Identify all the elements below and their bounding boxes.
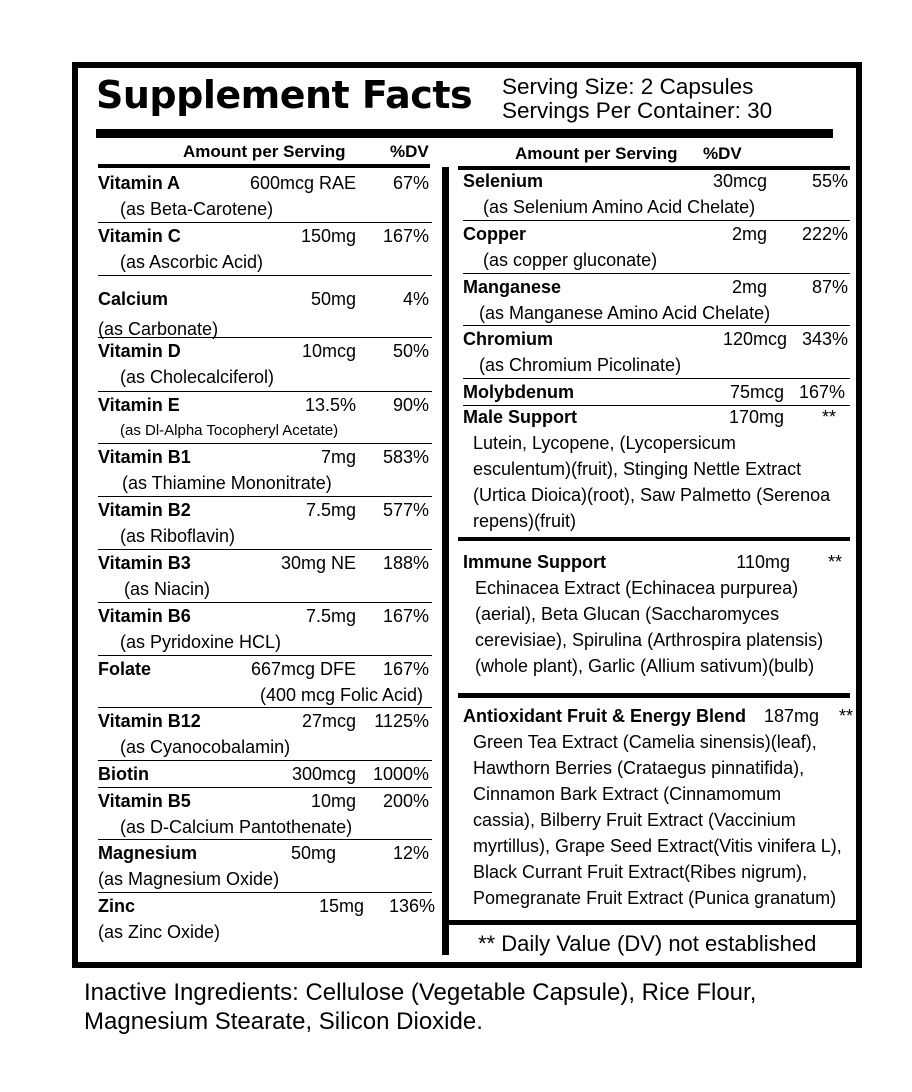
servings-per-container: Servings Per Container: 30 xyxy=(502,98,773,123)
nutrient-row xyxy=(98,788,432,840)
nutrient-name: Vitamin B6 xyxy=(98,606,191,626)
nutrient-source: (as Thiamine Mononitrate) xyxy=(122,473,332,493)
nutrient-source: (as Chromium Picolinate) xyxy=(479,355,682,375)
nutrient-dv: 167% xyxy=(382,606,429,626)
nutrient-name: Manganese xyxy=(463,277,562,297)
nutrient-row xyxy=(98,170,432,223)
blend-line: (aerial), Beta Glucan (Saccharomyces xyxy=(475,604,780,624)
blend-amount: 110mg xyxy=(736,552,790,572)
nutrient-row xyxy=(98,223,432,276)
nutrient-name: Vitamin A xyxy=(98,173,181,193)
title-rule xyxy=(96,129,833,138)
blend-line: Black Currant Fruit Extract(Ribes nigrum), xyxy=(473,862,808,882)
blend-name: Male Support xyxy=(463,407,578,427)
nutrient-row xyxy=(98,708,432,761)
nutrient-source: (as D-Calcium Pantothenate) xyxy=(120,817,353,837)
nutrient-source: (as Carbonate) xyxy=(98,319,219,339)
blend-antioxidant xyxy=(463,703,853,911)
nutrient-amount: 7.5mg xyxy=(305,606,356,626)
nutrient-amount: 15mg xyxy=(318,896,364,916)
blend-line: Pomegranate Fruit Extract (Punica granatum) xyxy=(473,888,837,908)
nutrient-amount: 27mcg xyxy=(301,711,356,731)
nutrient-name: Vitamin E xyxy=(98,395,180,415)
blend-line: Echinacea Extract (Echinacea purpurea) xyxy=(475,578,799,598)
nutrient-dv: 167% xyxy=(382,659,429,679)
nutrient-dv: 167% xyxy=(382,226,429,246)
nutrient-amount: 120mcg xyxy=(722,329,787,349)
blend-line: cassia), Bilberry Fruit Extract (Vaccinium xyxy=(473,810,796,830)
serving-size: Serving Size: 2 Capsules xyxy=(502,74,754,99)
blend-line: Green Tea Extract (Camelia sinensis)(leaf), xyxy=(473,732,817,752)
blend-ingredients xyxy=(463,729,853,911)
nutrient-name: Magnesium xyxy=(98,843,198,863)
nutrient-row xyxy=(98,761,432,788)
nutrient-name: Biotin xyxy=(98,764,149,784)
nutrient-dv: 1125% xyxy=(374,711,429,731)
nutrient-source: (as Selenium Amino Acid Chelate) xyxy=(483,197,756,217)
nutrient-source: (as Cholecalciferol) xyxy=(120,367,275,387)
nutrient-source: (as Ascorbic Acid) xyxy=(120,252,264,272)
nutrient-source: (as copper gluconate) xyxy=(483,250,658,270)
nutrient-source: (as Riboflavin) xyxy=(120,526,236,546)
blend-line: (Urtica Dioica)(root), Saw Palmetto (Serenoa xyxy=(473,485,831,505)
blend-dv: ** xyxy=(827,552,842,572)
blend-ingredients xyxy=(463,430,850,534)
nutrient-name: Chromium xyxy=(463,329,553,349)
nutrient-source: (as Dl-Alpha Tocopheryl Acetate) xyxy=(120,422,339,439)
right-amount-header: Amount per Serving xyxy=(515,144,678,163)
nutrient-amount: 50mg xyxy=(290,843,336,863)
blend-line: Lutein, Lycopene, (Lycopersicum xyxy=(473,433,736,453)
nutrient-row xyxy=(98,893,435,945)
left-amount-header: Amount per Serving xyxy=(183,142,346,161)
nutrient-source: (as Cyanocobalamin) xyxy=(120,737,291,757)
nutrient-name: Vitamin B2 xyxy=(98,500,191,520)
right-dv-header: %DV xyxy=(703,144,742,163)
blend-amount: 170mg xyxy=(728,407,784,427)
nutrient-name: Zinc xyxy=(98,896,136,916)
nutrient-name: Folate xyxy=(98,659,152,679)
nutrient-amount: 2mg xyxy=(731,277,767,297)
nutrient-amount: 30mg NE xyxy=(280,553,356,573)
nutrient-dv: 67% xyxy=(392,173,429,193)
nutrient-name: Vitamin B3 xyxy=(98,553,191,573)
nutrient-amount: 300mcg xyxy=(291,764,356,784)
inactive-line: Magnesium Stearate, Silicon Dioxide. xyxy=(84,1008,483,1035)
nutrient-dv: 167% xyxy=(798,382,845,402)
blend-line: cerevisiae), Spirulina (Arthrospira platensis) xyxy=(475,630,824,650)
inactive-ingredients xyxy=(84,978,756,1036)
nutrient-row xyxy=(463,221,850,274)
blend-line: esculentum)(fruit), Stinging Nettle Extract xyxy=(473,459,802,479)
nutrient-name: Vitamin B12 xyxy=(98,711,201,731)
blend-male-support xyxy=(463,404,850,534)
nutrient-amount: 7mg xyxy=(320,447,356,467)
nutrient-source: (as Beta-Carotene) xyxy=(120,199,274,219)
nutrient-name: Vitamin B1 xyxy=(98,447,191,467)
nutrient-source: (as Niacin) xyxy=(124,579,211,599)
nutrient-row xyxy=(463,379,850,406)
blend-ingredients xyxy=(463,575,850,679)
blend-dv: ** xyxy=(821,407,836,427)
nutrient-dv: 583% xyxy=(382,447,429,467)
nutrient-amount: 667mcg DFE xyxy=(250,659,356,679)
nutrient-dv: 136% xyxy=(388,896,435,916)
blend-line: repens)(fruit) xyxy=(473,511,577,531)
nutrient-dv: 343% xyxy=(801,329,848,349)
nutrient-amount: 600mcg RAE xyxy=(249,173,356,193)
nutrient-row xyxy=(463,168,850,221)
nutrient-amount: 13.5% xyxy=(304,395,356,415)
blend-line: (whole plant), Garlic (Allium sativum)(bulb) xyxy=(475,656,815,676)
section-rule xyxy=(458,537,850,541)
blend-line: Cinnamon Bark Extract (Cinnamomum xyxy=(473,784,782,804)
panel-title: Supplement Facts xyxy=(96,73,473,117)
nutrient-name: Copper xyxy=(463,224,526,244)
nutrient-dv: 222% xyxy=(801,224,848,244)
nutrient-dv: 12% xyxy=(392,843,429,863)
nutrient-source: (as Zinc Oxide) xyxy=(98,922,221,942)
nutrient-name: Selenium xyxy=(463,171,544,191)
nutrient-row xyxy=(98,550,432,603)
nutrient-row xyxy=(98,497,432,550)
nutrient-name: Vitamin C xyxy=(98,226,181,246)
serving-info xyxy=(502,75,772,123)
nutrient-amount: 75mcg xyxy=(729,382,784,402)
nutrient-dv: 200% xyxy=(382,791,429,811)
blend-dv: ** xyxy=(838,706,853,726)
nutrient-row xyxy=(98,276,432,338)
blend-immune-support xyxy=(463,549,850,679)
nutrient-dv: 188% xyxy=(382,553,429,573)
nutrient-dv: 4% xyxy=(402,289,429,309)
nutrient-row xyxy=(98,656,432,708)
blend-name: Immune Support xyxy=(463,552,606,572)
nutrient-source: (as Pyridoxine HCL) xyxy=(120,632,282,652)
nutrient-row xyxy=(463,274,850,326)
nutrient-amount: 50mg xyxy=(310,289,356,309)
nutrient-dv: 577% xyxy=(382,500,429,520)
nutrient-name: Vitamin D xyxy=(98,341,181,361)
nutrient-row xyxy=(98,444,432,497)
nutrient-name: Molybdenum xyxy=(463,382,574,402)
blend-amount: 187mg xyxy=(763,706,819,726)
left-header-rule xyxy=(98,164,430,168)
nutrient-dv: 1000% xyxy=(372,764,429,784)
nutrient-amount: 7.5mg xyxy=(305,500,356,520)
nutrient-row xyxy=(98,338,432,392)
nutrient-source: (as Magnesium Oxide) xyxy=(98,869,280,889)
blend-name: Antioxidant Fruit & Energy Blend xyxy=(463,706,747,726)
nutrient-amount: 150mg xyxy=(300,226,356,246)
left-dv-header: %DV xyxy=(390,142,429,161)
nutrient-amount: 2mg xyxy=(731,224,767,244)
nutrient-name: Calcium xyxy=(98,289,169,309)
nutrient-dv: 55% xyxy=(811,171,848,191)
inactive-line: Inactive Ingredients: Cellulose (Vegetable Capsule), Rice Flour, xyxy=(84,979,757,1006)
nutrient-amount: 10mg xyxy=(310,791,356,811)
right-nutrient-column xyxy=(463,168,850,406)
nutrient-row xyxy=(98,840,432,893)
nutrient-row xyxy=(98,603,432,656)
nutrient-source: (as Manganese Amino Acid Chelate) xyxy=(479,303,771,323)
nutrient-dv: 87% xyxy=(811,277,848,297)
dv-footnote: ** Daily Value (DV) not established xyxy=(478,931,817,956)
nutrient-amount: 10mcg xyxy=(301,341,356,361)
nutrient-amount: 30mcg xyxy=(712,171,767,191)
nutrient-row xyxy=(98,392,432,444)
nutrient-name: Vitamin B5 xyxy=(98,791,191,811)
section-rule xyxy=(458,693,850,698)
nutrient-dv: 90% xyxy=(392,395,429,415)
nutrient-source: (400 mcg Folic Acid) xyxy=(260,685,424,705)
blend-line: Hawthorn Berries (Crataegus pinnatifida), xyxy=(473,758,805,778)
nutrient-dv: 50% xyxy=(392,341,429,361)
blend-line: myrtillus), Grape Seed Extract(Vitis vinifera L), xyxy=(473,836,842,856)
nutrient-row xyxy=(463,326,850,379)
left-nutrient-column xyxy=(98,170,435,945)
